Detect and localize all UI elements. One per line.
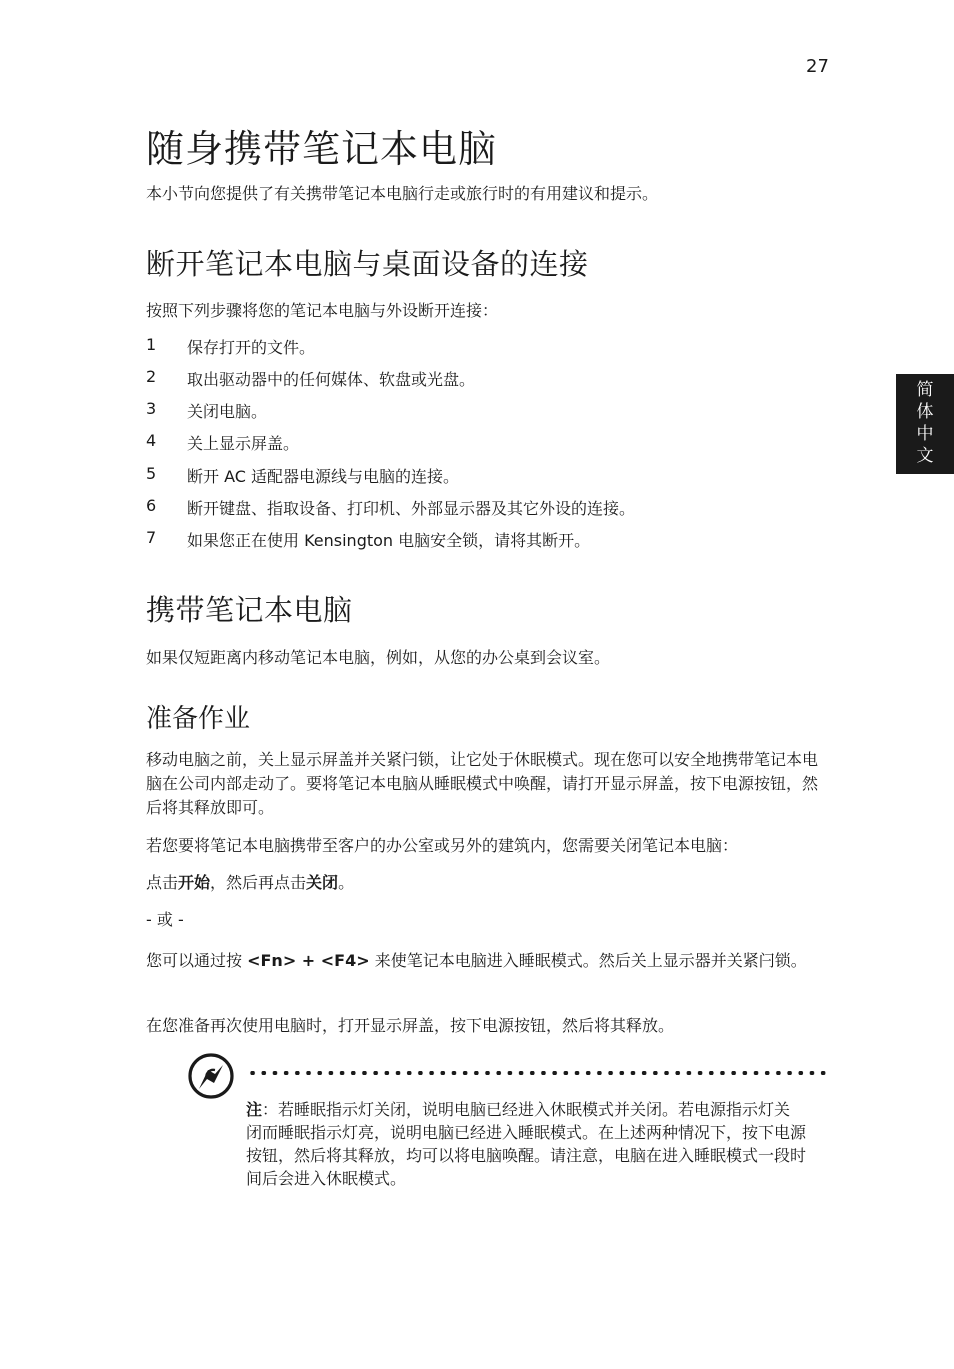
click-prefix: 点击 [146, 873, 179, 892]
note-icon [187, 1052, 235, 1100]
step-text: 关闭电脑。 [187, 402, 268, 421]
click-mid: ，然后再点击 [210, 873, 307, 892]
sleep-suffix: 来使笔记本电脑进入睡眠模式。然后关上显示器并关紧闩锁。 [369, 951, 807, 970]
sleep-instruction [146, 949, 822, 973]
start-label: 开始 [178, 873, 211, 892]
note-label: 注 [246, 1100, 263, 1119]
note-text: ：若睡眠指示灯关闭，说明电脑已经进入休眠模式并关闭。若电源指示灯关闭而睡眠指示灯亮，说明电脑已经进入睡眠模式。在上述两种情况下，按下电源按钮，然后将其释放，均可以将电脑唤醒。请注意，电脑在进入睡眠模式一段时间后会进入休眠模式。 [246, 1100, 807, 1188]
intro-paragraph: 本小节向您提供了有关携带笔记本电脑行走或旅行时的有用建议和提示。 [146, 184, 659, 203]
step-text: 如果您正在使用 Kensington 电脑安全锁，请将其断开。 [187, 531, 591, 550]
step-number: 2 [146, 367, 157, 386]
hotkey-label: <Fn> + <F4> [247, 951, 370, 970]
step-text: 断开键盘、指取设备、打印机、外部显示器及其它外设的连接。 [187, 499, 636, 518]
section-heading-prepare: 准备作业 [146, 704, 251, 734]
language-tab-char: 中 [916, 424, 934, 444]
step-text: 取出驱动器中的任何媒体、软盘或光盘。 [187, 370, 476, 389]
section-heading-carry: 携带笔记本电脑 [146, 593, 353, 627]
carry-lead: 如果仅短距离内移动笔记本电脑，例如，从您的办公桌到会议室。 [146, 648, 611, 667]
section-heading-disconnect: 断开笔记本电脑与桌面设备的连接 [146, 247, 589, 281]
page-title: 随身携带笔记本电脑 [146, 127, 498, 171]
language-tab-char: 体 [916, 402, 934, 422]
step-number: 1 [146, 335, 157, 354]
click-instruction [146, 871, 832, 895]
or-separator: - 或 - [146, 910, 184, 929]
reopen-paragraph: 在您准备再次使用电脑时，打开显示屏盖，按下电源按钮，然后将其释放。 [146, 1016, 675, 1035]
step-number: 3 [146, 399, 157, 418]
shutdown-label: 关闭 [306, 873, 339, 892]
step-text: 关上显示屏盖。 [187, 434, 300, 453]
click-suffix: 。 [338, 873, 355, 892]
step-number: 5 [146, 464, 157, 483]
step-number: 4 [146, 431, 157, 450]
disconnect-lead: 按照下列步骤将您的笔记本电脑与外设断开连接： [146, 301, 499, 320]
language-tab-char: 文 [916, 446, 934, 466]
step-text: 保存打开的文件。 [187, 338, 316, 357]
note-divider [247, 1071, 831, 1075]
shutdown-lead: 若您要将笔记本电脑携带至客户的办公室或另外的建筑内，您需要关闭笔记本电脑： [146, 836, 739, 855]
page-number: 27 [806, 56, 829, 77]
sleep-prefix: 您可以通过按 [146, 951, 248, 970]
language-tab [896, 374, 954, 474]
step-number: 7 [146, 528, 157, 547]
note-box [246, 1098, 806, 1190]
step-number: 6 [146, 496, 157, 515]
step-text: 断开 AC 适配器电源线与电脑的连接。 [187, 467, 460, 486]
language-tab-char: 简 [916, 380, 934, 400]
prepare-paragraph: 移动电脑之前，关上显示屏盖并关紧闩锁，让它处于休眠模式。现在您可以安全地携带笔记本电脑在公司内部走动了。要将笔记本电脑从睡眠模式中唤醒，请打开显示屏盖，按下电源按钮，然后将其释放即可。 [146, 750, 819, 817]
